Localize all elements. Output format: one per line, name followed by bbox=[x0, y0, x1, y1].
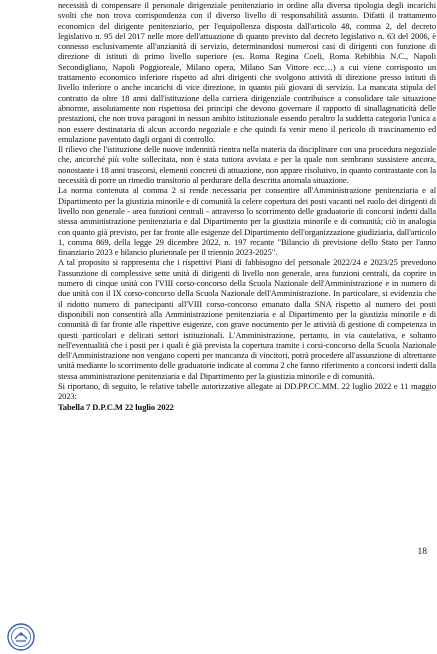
paragraph: necessità di compensare il personale dirigenziale penitenziario in ordine alla diversa tipologia degli incarichi svolti che non trova corrispondenza con il diverso livello di responsabilità assunto. Difatti il trattamento economico del dirigente penitenziario, per l'equipollenza disposta dall'articolo 48, comma 2, del decreto legislativo n. 95 del 2017 nelle more dell'attuazione di quanto previsto dal decreto legislativo n. 63 del 2006, è connesso esclusivamente all'anzianità di servizio, determinandosi numerosi casi di dirigenti con funzione di direzione di istituti di primo livello superiore (es. Roma Regina Coeli, Roma Rebibbia N.C., Napoli Secondigliano, Napoli Poggioreale, Milano opera, Milano San Vittore ecc…) a cui viene corrisposto un trattamento economico inferiore rispetto ad altri dirigenti che svolgono attività di direzione presso istituti di livello inferiore o anche incarichi di vice direzione, in quanto più giovani di servizio. La mancata stipula del contratto da oltre 18 anni dall'istituzione della carriera dirigenziale contribuisce a consolidare tale situazione abnorme, assolutamente non rispettosa dei principi che devono governare il rapporto di sinallagmaticità delle prestazioni, che non trova paragoni in nessun ambito istituzionale essendo peraltro la suddetta categoria l'unica a non essere destinataria di alcun accordo negoziale e che quindi fa venir meno il pericolo di trascinamento ed emulazione paventato dagli organi di controllo. bbox=[58, 0, 436, 144]
institution-seal-icon bbox=[6, 622, 36, 652]
paragraph: Si riportano, di seguito, le relative tabelle autorizzative allegate ai DD.PP.CC.MM. 22 luglio 2022 e 11 maggio 2023: bbox=[58, 380, 436, 402]
paragraph: Il rilievo che l'istituzione delle nuove indennità rientra nella materia da disciplinare con una procedura negoziale che, ancorché più volte sollecitata, non è stata tuttora avviata e per la quale non sembrano sussistere ancora, nonostante i 18 anni trascorsi, elementi concreti di attuazione, non appare risolutivo, in quanto contrastante con la necessità di porre un rimedio transitorio al perdurare della descritta anomala situazione. bbox=[58, 144, 436, 186]
table-caption: Tabella 7 D.P.C.M 22 luglio 2022 bbox=[58, 401, 174, 412]
paragraph: A tal proposito si rappresenta che i rispettivi Piani di fabbisogno del personale 2022/24 e 2023/25 prevedono l'assunzione di complessive sette unità di dirigenti di livello non generale, area funzioni centrali, da coprire in numero di cinque unità con l'VIII corso-concorso della Scuola Nazionale dell'Amministrazione e in numero di due unità con il IX corso-concorso della Scuola Nazionale dell'Amministrazione. In particolare, si evidenzia che il ridotto numero di partecipanti all'VIII corso-concorso emanato dalla SNA rispetto al numero dei posti disponibili non consentirà alla Amministrazione penitenziaria e al Dipartimento per la giustizia minorile e di comunità di far fronte alle rispettive esigenze, con grave nocumento per le attività di gestione di competenza in questi particolari e delicati settori istituzionali. L'Amministrazione, pertanto, in via cautelativa, e soltanto nell'eventualità che i posti per i quali è già prevista la copertura tramite i corsi-concorso della Scuola Nazionale dell'Amministrazione non vengano coperti per mancanza di vincitori, potrà procedere all'assunzione di altrettante unità mediante lo scorrimento delle graduatorie indicate al comma 2 che fanno riferimento a concorsi indetti dalla stessa amministrazione penitenziaria e dal Dipartimento per la giustizia minorile e di comunità. bbox=[58, 257, 436, 381]
paragraph: La norma contenuta al comma 2 si rende necessaria per consentire all'Amministrazione penitenziaria e al Dipartimento per la giustizia minorile e di comunità la celere copertura dei posti vacanti nel ruolo dei dirigenti di livello non generale - area funzioni centrali - attraverso lo scorrimento delle graduatorie di concorsi indetti dalla stessa amministrazione penitenziaria e dal Dipartimento per la giustizia minorile e di comunità; ciò in analogia con quanto già previsto, per far fronte alle esigenze del Dipartimento dell'organizzazione giudiziaria, dall'articolo 1, comma 869, della legge 29 dicembre 2022, n. 197 recante "Bilancio di previsione dello Stato per l'anno finanziario 2023 e bilancio pluriennale per il triennio 2023-2025". bbox=[58, 185, 436, 258]
document-body bbox=[58, 0, 436, 412]
page-number: 18 bbox=[417, 547, 427, 557]
